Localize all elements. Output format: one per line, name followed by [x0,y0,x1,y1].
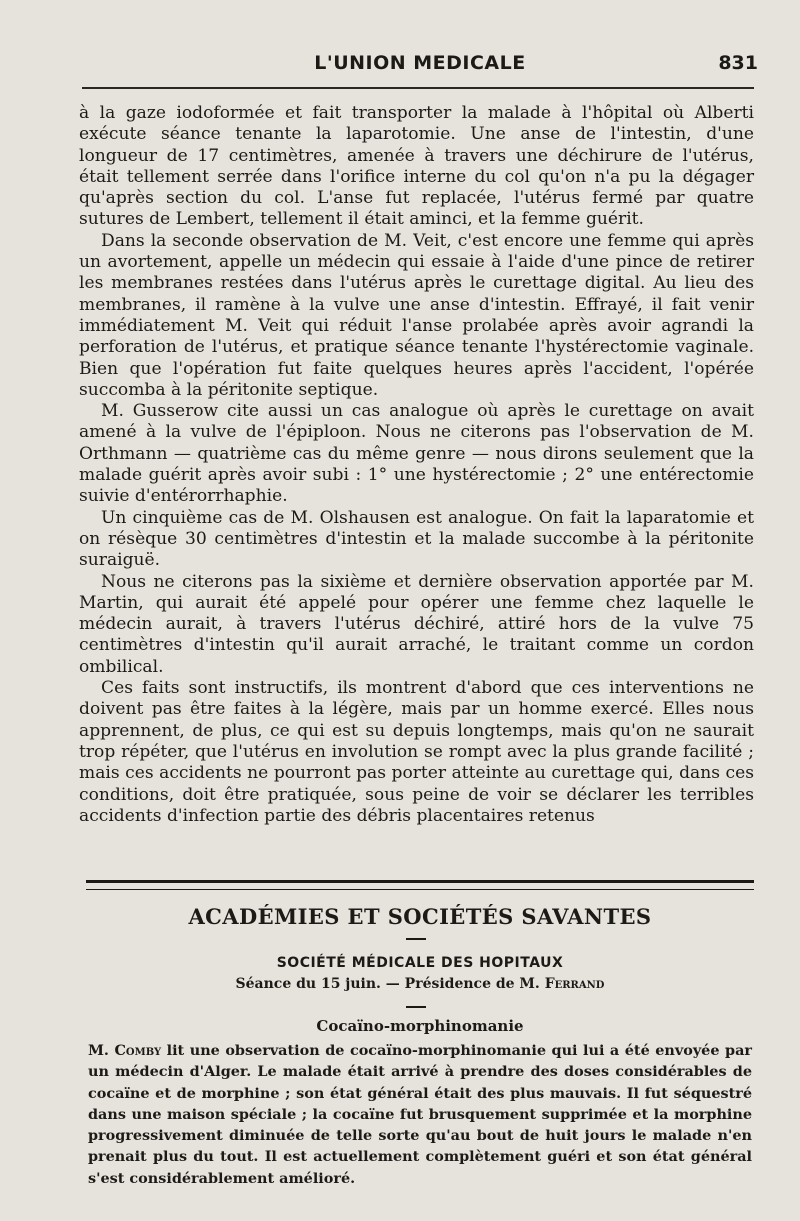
report-body: lit une observation de cocaïno-morphinomanie qui lui a été envoyée par un médecin d'Alger. Le malade était arrivé à prendre des doses considérables de cocaïne et de morphine ; son état général était des plus mauvais. Il fut séquestré dans une maison spéciale ; la cocaïne fut brusquement supprimée et la morphine progressivement diminuée de telle sorte qu'au bout de huit jours le malade n'en prenait plus du tout. Il est actuellement complètement guéri et son état général s'est considérablement amélioré. [88,1042,752,1187]
article-body [79,103,754,827]
short-divider [406,938,426,940]
running-title: L'UNION MEDICALE [314,52,526,74]
short-divider [406,1006,426,1008]
header-rule [82,87,754,89]
president-name: Ferrand [544,976,605,992]
society-name: SOCIÉTÉ MÉDICALE DES HOPITAUX [276,955,564,971]
section-title: ACADÉMIES ET SOCIÉTÉS SAVANTES [188,904,652,929]
report-paragraph [88,1040,752,1189]
session-line [86,976,754,992]
report-text [88,1040,752,1189]
session-prefix: Séance du 15 juin. — Présidence de M. [235,976,545,992]
paragraph: Dans la seconde observation de M. Veit, c'est encore une femme qui après un avortement, appelle un médecin qui essaie à l'aide d'une pince de retirer les membranes restées dans l'utérus après le curettage digital. Au lieu des membranes, il ramène à la vulve une anse d'intestin. Effrayé, il fait venir immédiatement M. Veit qui réduit l'anse prolabée après avoir agrandi la perforation de l'utérus, et pratique séance tenante l'hystérectomie vaginale. Bien que l'opération fut faite quelques heures après l'accident, l'opérée succomba à la péritonite septique. [79,230,754,400]
paragraph: à la gaze iodoformée et fait transporter la malade à l'hôpital où Alberti exécute séance tenante la laparotomie. Une anse de l'intestin, d'une longueur de 17 centimètres, amenée à travers une déchirure de l'utérus, était tellement serrée dans l'orifice interne du col qu'on n'a pu la dégager qu'après section du col. L'anse fut replacée, l'utérus fermé par quatre sutures de Lembert, tellement il était aminci, et la femme guérit. [79,103,754,230]
paragraph: Nous ne citerons pas la sixième et dernière observation apportée par M. Martin, qui aurait été appelé pour opérer une femme chez laquelle le médecin aurait, à travers l'utérus déchiré, attiré hors de la vulve 75 centimètres d'intestin qu'il aurait arraché, le traitant comme un cordon ombilical. [79,571,754,677]
page-number: 831 [718,52,758,74]
paragraph: M. Gusserow cite aussi un cas analogue où après le curettage on avait amené à la vulve de l'épiploon. Nous ne citerons pas l'observation de M. Orthmann — quatrième cas du même genre — nous dirons seulement que la malade guérit après avoir subi : 1° une hystérectomie ; 2° une entérectomie suivie d'entérorrhaphie. [79,401,754,507]
section-divider [86,880,754,890]
page-header [82,52,758,82]
report-author: M. Comby [88,1042,162,1059]
paragraph: Ces faits sont instructifs, ils montrent d'abord que ces interventions ne doivent pas être faites à la légère, mais par un homme exercé. Elles nous apprennent, de plus, ce qui est su depuis longtemps, mais qu'on ne saurait trop répéter, que l'utérus en involution se rompt avec la plus grande facilité ; mais ces accidents ne pourront pas porter atteinte au curettage qui, dans ces conditions, doit être pratiquée, sous peine de voir se déclarer les terribles accidents d'infection partie des débris placentaires retenus [79,678,754,826]
paragraph: Un cinquième cas de M. Olshausen est analogue. On fait la laparatomie et on résèque 30 centimètres d'intestin et la malade succombe à la péritonite suraiguë. [79,507,754,571]
report-subhead: Cocaïno-morphinomanie [316,1017,524,1035]
